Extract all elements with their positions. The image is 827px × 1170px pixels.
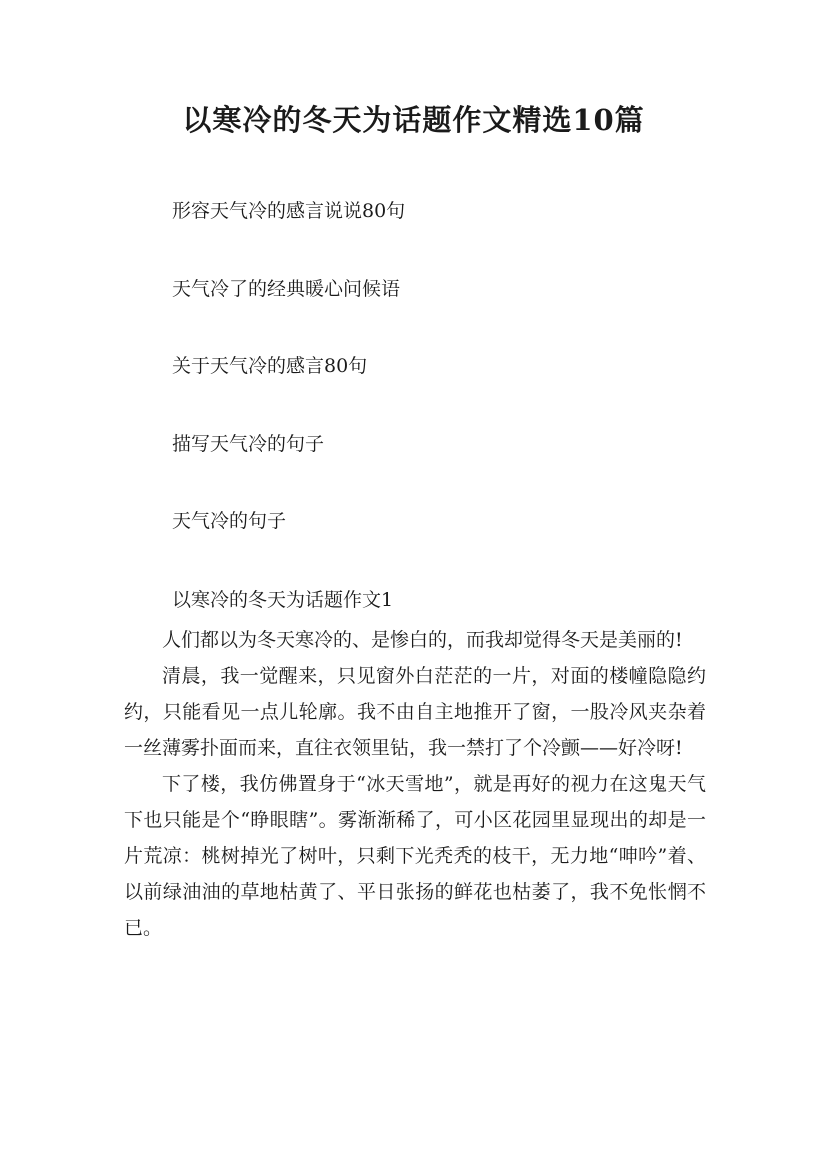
document-title: 以寒冷的冬天为话题作文精选10篇	[182, 103, 645, 137]
related-link[interactable]: 形容天气冷的感言说说80句	[172, 200, 406, 222]
essay-paragraph: 清晨，我一觉醒来，只见窗外白茫茫的一片，对面的楼幢隐隐约约，只能看见一点儿轮廓。我不由自主地推开了窗，一股冷风夹杂着一丝薄雾扑面而来，直往衣领里钻，我一禁打了个冷颤——好冷呀!	[124, 665, 706, 759]
related-links-list	[172, 193, 405, 581]
related-link[interactable]: 天气冷的句子	[172, 510, 287, 532]
essay-heading: 以寒冷的冬天为话题作文1	[172, 589, 394, 611]
related-link[interactable]: 关于天气冷的感言80句	[172, 355, 368, 377]
related-link[interactable]: 天气冷了的经典暖心问候语	[172, 277, 401, 300]
essay-paragraph: 下了楼，我仿佛置身于“冰天雪地”，就是再好的视力在这鬼天气下也只能是个“睁眼瞎”。雾渐渐稀了，可小区花园里显现出的却是一片荒凉：桃树掉光了树叶，只剩下光秃秃的枝干，无力地“呻吟”着、以前绿油油的草地枯黄了、平日张扬的鲜花也枯萎了，我不免怅惘不已。	[124, 773, 706, 939]
essay-body	[124, 622, 706, 946]
essay-paragraph: 人们都以为冬天寒冷的、是惨白的，而我却觉得冬天是美丽的!	[162, 629, 683, 651]
related-link[interactable]: 描写天气冷的句子	[172, 432, 325, 455]
